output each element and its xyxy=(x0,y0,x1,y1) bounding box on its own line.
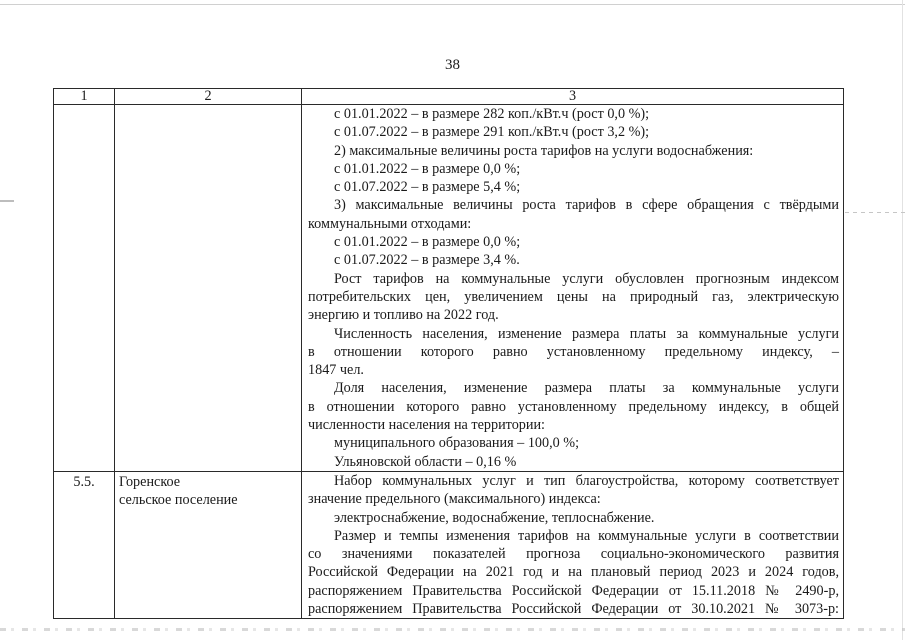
paragraph-line: 1847 чел. xyxy=(308,362,364,379)
paragraph xyxy=(308,270,839,325)
scan-mark-right xyxy=(845,212,905,213)
tariff-table xyxy=(53,88,844,619)
text-line: Ульяновской области – 0,16 % xyxy=(334,453,517,470)
content-cell xyxy=(302,105,844,472)
scan-noise-bottom xyxy=(0,628,905,631)
paragraph-line: Численность населения, изменение размера платы за коммунальные услуги xyxy=(334,325,839,342)
paragraph-line: Рост тарифов на коммунальные услуги обусловлен прогнозным индексом xyxy=(334,270,839,287)
paragraph-line: Доля населения, изменение размера платы за коммунальные услуги xyxy=(334,380,839,397)
text-line: с 01.07.2022 – в размере 5,4 %; xyxy=(334,179,521,196)
settlement-name-cell xyxy=(115,105,302,472)
table-body xyxy=(54,105,844,619)
scan-edge-right xyxy=(902,0,903,640)
paragraph-line: распоряжением Правительства Российской Федерации от 15.11.2018 № 2490-р, xyxy=(308,582,839,599)
table-row xyxy=(54,471,844,618)
column-header-1: 1 xyxy=(54,89,115,105)
paragraph-line: распоряжением Правительства Российской Федерации от 30.10.2021 № 3073-р: xyxy=(308,601,839,618)
text-line: с 01.01.2022 – в размере 0,0 %; xyxy=(334,234,521,251)
settlement-name-line: сельское поселение xyxy=(119,492,238,509)
text-line: 2) максимальные величины роста тарифов на услуги водоснабжения: xyxy=(334,142,754,159)
page-number: 38 xyxy=(445,57,460,73)
paragraph xyxy=(308,472,839,509)
scan-mark-left xyxy=(0,200,14,202)
paragraph-line: в отношении которого равно установленному предельному индексу, в общей xyxy=(308,398,839,415)
table-header-row xyxy=(54,89,844,105)
paragraph xyxy=(308,527,839,618)
column-header-2: 2 xyxy=(115,89,302,105)
paragraph-line: энергию и топливо на 2022 год. xyxy=(308,307,499,324)
paragraph xyxy=(308,196,839,233)
paragraph xyxy=(308,379,839,434)
text-line: с 01.01.2022 – в размере 282 коп./кВт.ч (рост 0,0 %); xyxy=(334,106,650,122)
paragraph-line: Набор коммунальных услуг и тип благоустройства, которому соответствует xyxy=(334,472,839,489)
paragraph-line: численности населения на территории: xyxy=(308,417,546,434)
column-header-3: 3 xyxy=(302,89,844,105)
paragraph-line: Размер и темпы изменения тарифов на коммунальные услуги в соответствии xyxy=(334,527,839,544)
paragraph-line: 3) максимальные величины роста тарифов в сфере обращения с твёрдыми xyxy=(334,197,839,214)
row-number-cell: 5.5. xyxy=(54,471,115,618)
scan-edge-top xyxy=(0,4,905,5)
paragraph xyxy=(308,325,839,380)
text-line: муниципального образования – 100,0 %; xyxy=(334,435,580,452)
table-row xyxy=(54,105,844,472)
paragraph-line: в отношении которого равно установленному предельному индексу, – xyxy=(308,343,839,360)
text-line: электроснабжение, водоснабжение, теплоснабжение. xyxy=(334,509,655,526)
settlement-name-cell xyxy=(115,471,302,618)
paragraph-line: потребительских цен, увеличением цены на природный газ, электрическую xyxy=(308,288,839,305)
content-cell xyxy=(302,471,844,618)
paragraph-line: значение предельного (максимального) индекса: xyxy=(308,491,601,508)
settlement-name-line: Горенское xyxy=(119,473,181,490)
text-line: с 01.01.2022 – в размере 0,0 %; xyxy=(334,160,521,177)
text-line: с 01.07.2022 – в размере 291 коп./кВт.ч (рост 3,2 %); xyxy=(334,124,650,141)
paragraph-line: Российской Федерации на 2021 год и на плановый период 2023 и 2024 годов, xyxy=(308,564,839,581)
text-line: с 01.07.2022 – в размере 3,4 %. xyxy=(334,252,520,269)
paragraph-line: со значениями показателей прогноза социально-экономического развития xyxy=(308,546,839,563)
paragraph-line: коммунальными отходами: xyxy=(308,215,472,232)
row-number-cell xyxy=(54,105,115,472)
